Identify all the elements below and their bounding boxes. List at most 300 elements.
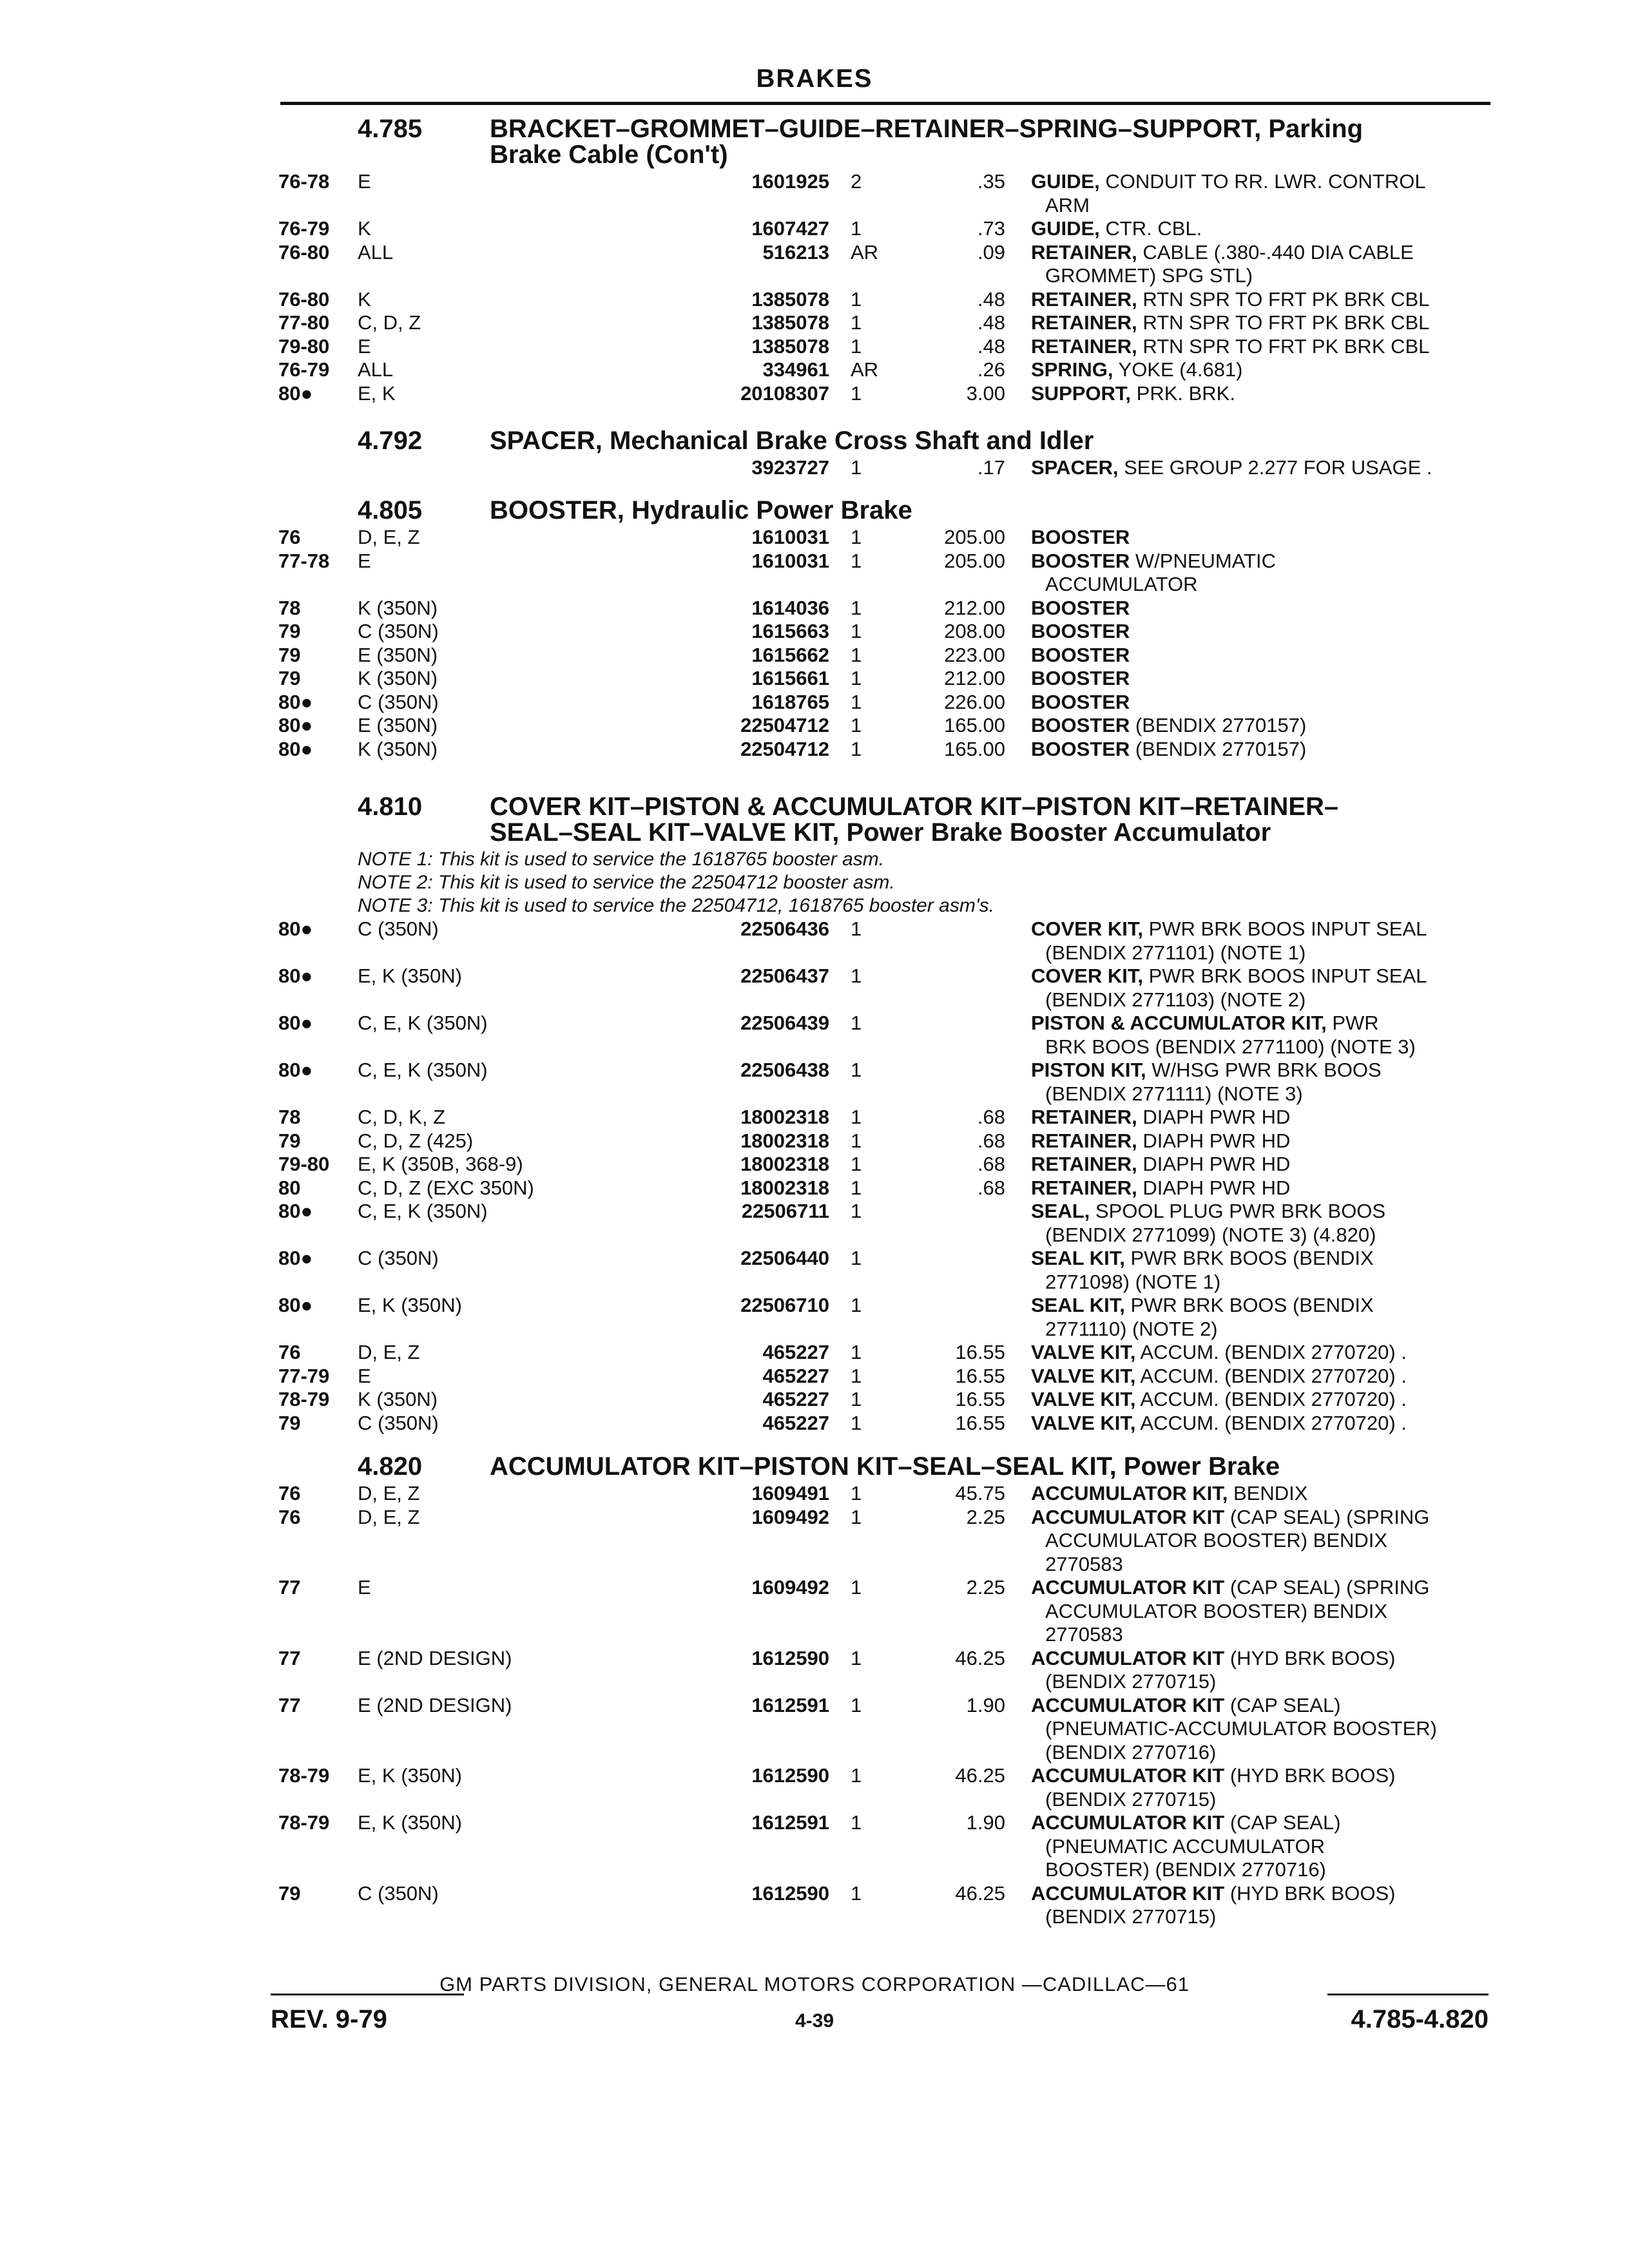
quantity: 2 [851, 170, 862, 193]
section-title-line: BRACKET–GROMMET–GUIDE–RETAINER–SPRING–SUPPORT, Parking [490, 115, 1364, 143]
part-detail: CTR. CBL. [1099, 217, 1202, 240]
section-note: NOTE 3: This kit is used to service the 22504712, 1618765 booster asm's. [358, 895, 994, 916]
continuation-text: (BENDIX 2770715) [1045, 1787, 1217, 1811]
description-continuation [0, 194, 1629, 220]
continuation-text: (BENDIX 2770715) [1045, 1670, 1217, 1693]
part-name: SPRING, [1031, 358, 1113, 381]
model-code: K [358, 287, 371, 311]
part-description [1031, 1153, 1290, 1176]
part-number: 1385078 [751, 311, 829, 334]
list-price: 16.55 [955, 1364, 1005, 1387]
model-code: K (350N) [358, 667, 438, 689]
part-name: BOOSTER [1031, 643, 1130, 666]
year-range: 80● [278, 1012, 313, 1034]
section-number: 4.820 [358, 1452, 423, 1481]
year-range: 78-79 [278, 1388, 330, 1410]
quantity: 1 [851, 217, 862, 240]
list-price: .48 [977, 287, 1005, 311]
model-code: D, E, Z [358, 1482, 420, 1504]
model-code: E [358, 1364, 371, 1387]
model-code: E (350N) [358, 643, 438, 666]
part-number: 1609492 [751, 1505, 829, 1528]
part-number: 1615662 [751, 643, 829, 666]
year-range: 80● [278, 714, 313, 736]
part-name: ACCUMULATOR KIT [1031, 1811, 1225, 1834]
quantity: 1 [851, 1576, 862, 1599]
part-row [0, 1694, 1629, 1720]
part-row [0, 1247, 1629, 1273]
part-detail: ACCUM. (BENDIX 2770720) . [1135, 1341, 1407, 1363]
part-description [1031, 597, 1130, 620]
quantity: 1 [851, 1411, 862, 1434]
year-range: 79 [278, 1881, 301, 1905]
list-price: 2.25 [966, 1576, 1005, 1599]
part-number: 18002318 [740, 1153, 829, 1175]
quantity: 1 [851, 714, 862, 736]
part-row [0, 456, 1629, 482]
quantity: 1 [851, 1646, 862, 1669]
description-continuation [0, 1623, 1629, 1649]
part-row [0, 1764, 1629, 1790]
part-row [0, 1129, 1629, 1155]
quantity: 1 [851, 596, 862, 619]
description-continuation [0, 1905, 1629, 1931]
part-detail: PWR [1326, 1012, 1379, 1034]
part-name: VALVE KIT, [1031, 1364, 1136, 1387]
list-price: 1.90 [966, 1693, 1005, 1716]
description-continuation [0, 1835, 1629, 1861]
part-description [1031, 1012, 1379, 1035]
part-number: 1612591 [751, 1811, 829, 1834]
part-name: BOOSTER [1031, 667, 1130, 689]
continuation-text: (BENDIX 2770716) [1045, 1740, 1217, 1763]
part-row [0, 311, 1629, 337]
continuation-text: BRK BOOS (BENDIX 2771100) (NOTE 3) [1045, 1035, 1416, 1058]
part-detail: (BENDIX 2770157) [1130, 714, 1307, 736]
list-price: 16.55 [955, 1341, 1005, 1363]
part-description [1031, 1177, 1290, 1200]
part-name: GUIDE, [1031, 217, 1100, 240]
description-continuation [0, 1271, 1629, 1296]
list-price: 16.55 [955, 1411, 1005, 1434]
quantity: 1 [851, 549, 862, 572]
list-price: 46.25 [955, 1764, 1005, 1787]
year-range: 80● [278, 965, 313, 987]
part-detail: RTN SPR TO FRT PK BRK CBL [1137, 311, 1430, 334]
year-range: 77 [278, 1576, 301, 1599]
section-title-line: Brake Cable (Con't) [490, 140, 728, 169]
part-row [0, 217, 1629, 243]
model-code: K [358, 217, 371, 240]
part-row [0, 738, 1629, 764]
list-price: .68 [977, 1129, 1005, 1152]
part-name: VALVE KIT, [1031, 1388, 1136, 1410]
quantity: 1 [851, 737, 862, 760]
continuation-text: (BENDIX 2771111) (NOTE 3) [1045, 1082, 1303, 1105]
part-number: 18002318 [740, 1129, 829, 1152]
model-code: K (350N) [358, 737, 438, 760]
list-price: 165.00 [944, 714, 1005, 736]
part-name: RETAINER, [1031, 1129, 1137, 1152]
model-code: E, K (350N) [358, 965, 462, 987]
model-code: E, K (350N) [358, 1811, 462, 1834]
part-description [1031, 1811, 1341, 1834]
part-name: GUIDE, [1031, 170, 1100, 193]
section-number: 4.785 [358, 115, 423, 143]
part-detail: YOKE (4.681) [1113, 358, 1243, 381]
quantity: AR [851, 358, 879, 381]
quantity: 1 [851, 1129, 862, 1152]
part-row [0, 1882, 1629, 1908]
page-title: BRAKES [756, 64, 873, 93]
part-name: RETAINER, [1031, 311, 1137, 334]
part-row [0, 597, 1629, 622]
continuation-text: GROMMET) SPG STL) [1045, 264, 1253, 287]
part-row [0, 526, 1629, 552]
part-name: COVER KIT, [1031, 965, 1143, 987]
part-number: 22506436 [740, 918, 829, 940]
model-code: E [358, 1576, 371, 1599]
list-price: .68 [977, 1176, 1005, 1199]
part-description [1031, 1294, 1374, 1317]
part-number: 22506440 [740, 1247, 829, 1269]
part-row [0, 382, 1629, 408]
continuation-text: (BENDIX 2770715) [1045, 1905, 1217, 1928]
year-range: 76 [278, 1341, 301, 1363]
part-row [0, 965, 1629, 990]
year-range: 78 [278, 1106, 301, 1128]
year-range: 79 [278, 1411, 301, 1434]
section-title-line: COVER KIT–PISTON & ACCUMULATOR KIT–PISTON KIT–RETAINER– [490, 793, 1339, 821]
part-name: RETAINER, [1031, 287, 1137, 311]
part-description [1031, 1341, 1407, 1364]
model-code: E, K (350N) [358, 1764, 462, 1787]
list-price: 223.00 [944, 643, 1005, 666]
part-description [1031, 335, 1429, 358]
section-title-line: BOOSTER, Hydraulic Power Brake [490, 496, 912, 524]
model-code: C, E, K (350N) [358, 1012, 488, 1034]
quantity: 1 [851, 1364, 862, 1387]
description-continuation [0, 1035, 1629, 1061]
model-code: D, E, Z [358, 1341, 420, 1363]
part-detail: BENDIX [1228, 1482, 1308, 1504]
model-code: K (350N) [358, 596, 438, 619]
year-range: 76 [278, 1505, 301, 1528]
part-number: 18002318 [740, 1176, 829, 1199]
part-number: 1612590 [751, 1646, 829, 1669]
part-number: 22504712 [740, 737, 829, 760]
year-range: 79 [278, 620, 301, 642]
part-detail: (CAP SEAL) (SPRING [1224, 1576, 1430, 1599]
part-row [0, 1059, 1629, 1084]
quantity: 1 [851, 1693, 862, 1716]
model-code: E [358, 170, 371, 193]
part-row [0, 1811, 1629, 1837]
quantity: 1 [851, 1200, 862, 1222]
year-range: 78-79 [278, 1764, 330, 1787]
part-name: BOOSTER [1031, 690, 1130, 713]
part-detail: (BENDIX 2770157) [1130, 737, 1307, 760]
part-name: SEAL KIT, [1031, 1294, 1125, 1316]
model-code: C, D, Z [358, 311, 421, 334]
year-range: 76-80 [278, 240, 330, 264]
quantity: 1 [851, 1811, 862, 1834]
part-number: 1610031 [751, 526, 829, 548]
part-description [1031, 241, 1414, 264]
part-row [0, 1341, 1629, 1367]
continuation-text: ARM [1045, 193, 1090, 216]
quantity: 1 [851, 643, 862, 666]
part-name: RETAINER, [1031, 334, 1137, 358]
model-code: C, D, Z (425) [358, 1129, 474, 1152]
part-name: PISTON KIT, [1031, 1059, 1146, 1081]
description-continuation [0, 264, 1629, 290]
description-continuation [0, 1788, 1629, 1814]
quantity: 1 [851, 1482, 862, 1504]
part-detail: DIAPH PWR HD [1137, 1106, 1291, 1128]
continuation-text: (BENDIX 2771101) (NOTE 1) [1045, 941, 1306, 964]
year-range: 76-80 [278, 287, 330, 311]
model-code: C, E, K (350N) [358, 1059, 488, 1081]
part-detail: SEE GROUP 2.277 FOR USAGE . [1118, 456, 1432, 479]
part-row [0, 288, 1629, 314]
part-description [1031, 311, 1429, 334]
model-code: ALL [358, 358, 394, 381]
section-note: NOTE 1: This kit is used to service the 1618765 booster asm. [358, 849, 885, 870]
list-price: .17 [977, 456, 1005, 479]
model-code: C, D, Z (EXC 350N) [358, 1176, 534, 1199]
part-name: ACCUMULATOR KIT [1031, 1505, 1225, 1528]
part-number: 22506438 [740, 1059, 829, 1081]
part-number: 1609492 [751, 1576, 829, 1599]
continuation-text: 2770583 [1045, 1623, 1123, 1646]
quantity: AR [851, 240, 879, 264]
part-number: 18002318 [740, 1106, 829, 1128]
part-description [1031, 965, 1427, 988]
part-name: RETAINER, [1031, 240, 1137, 264]
model-code: K (350N) [358, 1388, 438, 1410]
quantity: 1 [851, 334, 862, 358]
part-row [0, 358, 1629, 384]
year-range: 76-79 [278, 358, 330, 381]
section-number: 4.805 [358, 496, 423, 524]
part-name: BOOSTER [1031, 737, 1130, 760]
part-detail: ACCUM. (BENDIX 2770720) . [1135, 1364, 1407, 1387]
list-price: 208.00 [944, 620, 1005, 642]
description-continuation [0, 988, 1629, 1014]
part-name: RETAINER, [1031, 1106, 1137, 1128]
description-continuation [0, 573, 1629, 599]
part-number: 3923727 [751, 456, 829, 479]
continuation-text: ACCUMULATOR [1045, 573, 1198, 595]
model-code: C (350N) [358, 690, 439, 713]
quantity: 1 [851, 667, 862, 689]
part-name: ACCUMULATOR KIT [1031, 1646, 1225, 1669]
year-range: 79 [278, 1129, 301, 1152]
part-row [0, 1482, 1629, 1508]
list-price: .68 [977, 1106, 1005, 1128]
part-number: 1615663 [751, 620, 829, 642]
part-detail: DIAPH PWR HD [1137, 1129, 1291, 1152]
part-number: 22504712 [740, 714, 829, 736]
model-code: E, K (350N) [358, 1294, 462, 1316]
part-row [0, 1506, 1629, 1532]
quantity: 1 [851, 1764, 862, 1787]
part-row [0, 691, 1629, 716]
year-range: 80● [278, 381, 313, 405]
part-detail: W/HSG PWR BRK BOOS [1146, 1059, 1382, 1081]
list-price: 205.00 [944, 549, 1005, 572]
part-number: 22506711 [741, 1200, 829, 1222]
part-number: 22506437 [740, 965, 829, 987]
quantity: 1 [851, 1881, 862, 1905]
model-code: C (350N) [358, 1881, 439, 1905]
quantity: 1 [851, 1059, 862, 1081]
part-detail: DIAPH PWR HD [1137, 1153, 1291, 1175]
part-detail: RTN SPR TO FRT PK BRK CBL [1137, 287, 1430, 311]
part-number: 1609491 [751, 1482, 829, 1504]
part-row [0, 1012, 1629, 1037]
part-description [1031, 1576, 1429, 1599]
part-name: COVER KIT, [1031, 918, 1143, 940]
part-name: ACCUMULATOR KIT [1031, 1693, 1225, 1716]
part-row [0, 918, 1629, 943]
list-price: 1.90 [966, 1811, 1005, 1834]
part-detail: ACCUM. (BENDIX 2770720) . [1135, 1388, 1407, 1410]
part-name: RETAINER, [1031, 1153, 1137, 1175]
part-description [1031, 217, 1202, 240]
quantity: 1 [851, 526, 862, 548]
year-range: 76 [278, 1482, 301, 1504]
year-range: 78-79 [278, 1811, 330, 1834]
part-name: BOOSTER [1031, 526, 1130, 548]
list-price: .48 [977, 311, 1005, 334]
year-range: 76-79 [278, 217, 330, 240]
list-price: .26 [977, 358, 1005, 381]
year-range: 77-80 [278, 311, 330, 334]
part-row [0, 1200, 1629, 1225]
part-detail: PRK. BRK. [1131, 381, 1235, 405]
year-range: 77 [278, 1646, 301, 1669]
part-detail: (CAP SEAL) [1224, 1693, 1341, 1716]
quantity: 1 [851, 1176, 862, 1199]
year-range: 76-78 [278, 170, 330, 193]
part-detail: CONDUIT TO RR. LWR. CONTROL [1099, 170, 1426, 193]
quantity: 1 [851, 1294, 862, 1316]
part-number: 516213 [762, 240, 829, 264]
footer-revision: REV. 9-79 [271, 2005, 387, 2033]
section-title-line: SPACER, Mechanical Brake Cross Shaft and Idler [490, 427, 1094, 455]
model-code: C, D, K, Z [358, 1106, 446, 1128]
part-row [0, 1365, 1629, 1390]
description-continuation [0, 1858, 1629, 1884]
quantity: 1 [851, 1153, 862, 1175]
part-name: ACCUMULATOR KIT, [1031, 1482, 1228, 1504]
part-number: 1607427 [751, 217, 829, 240]
continuation-text: (BENDIX 2771103) (NOTE 2) [1045, 988, 1306, 1011]
year-range: 80 [278, 1176, 301, 1199]
part-row [0, 714, 1629, 740]
model-code: C (350N) [358, 1247, 439, 1269]
year-range: 77-78 [278, 549, 330, 572]
description-continuation [0, 1741, 1629, 1767]
list-price: .35 [977, 170, 1005, 193]
model-code: C (350N) [358, 918, 439, 940]
quantity: 1 [851, 620, 862, 642]
part-detail: (HYD BRK BOOS) [1224, 1881, 1396, 1905]
part-number: 22506439 [740, 1012, 829, 1034]
quantity: 1 [851, 456, 862, 479]
part-description [1031, 358, 1243, 381]
part-description [1031, 918, 1427, 941]
description-continuation [0, 1600, 1629, 1626]
part-number: 1612590 [751, 1764, 829, 1787]
part-row [0, 1177, 1629, 1202]
part-detail: (HYD BRK BOOS) [1224, 1646, 1396, 1669]
model-code: E [358, 549, 371, 572]
part-name: ACCUMULATOR KIT [1031, 1576, 1225, 1599]
section-note: NOTE 2: This kit is used to service the 22504712 booster asm. [358, 872, 895, 893]
part-row [0, 550, 1629, 575]
list-price: .09 [977, 240, 1005, 264]
part-name: VALVE KIT, [1031, 1341, 1136, 1363]
quantity: 1 [851, 1106, 862, 1128]
list-price: 46.25 [955, 1646, 1005, 1669]
part-description [1031, 288, 1429, 311]
year-range: 79 [278, 643, 301, 666]
year-range: 80● [278, 737, 313, 760]
part-name: RETAINER, [1031, 1176, 1137, 1199]
part-description [1031, 1106, 1290, 1129]
part-number: 1612590 [751, 1881, 829, 1905]
part-number: 1618765 [751, 690, 829, 713]
part-description [1031, 170, 1426, 193]
description-continuation [0, 1670, 1629, 1696]
part-detail: SPOOL PLUG PWR BRK BOOS [1090, 1200, 1386, 1222]
part-number: 1601925 [751, 170, 829, 193]
year-range: 79-80 [278, 334, 330, 358]
list-price: 226.00 [944, 690, 1005, 713]
quantity: 1 [851, 965, 862, 987]
model-code: D, E, Z [358, 1505, 420, 1528]
year-range: 80● [278, 1294, 313, 1316]
part-description [1031, 1412, 1407, 1435]
part-detail: (HYD BRK BOOS) [1224, 1764, 1396, 1787]
part-detail: (CAP SEAL) (SPRING [1224, 1505, 1430, 1528]
description-continuation [0, 1082, 1629, 1108]
part-number: 1612591 [751, 1693, 829, 1716]
footer-division: GM PARTS DIVISION, GENERAL MOTORS CORPORATION —CADILLAC—61 [439, 1973, 1190, 1995]
part-number: 1614036 [751, 596, 829, 619]
part-description [1031, 1129, 1290, 1153]
list-price: 212.00 [944, 596, 1005, 619]
part-description [1031, 738, 1306, 761]
part-description [1031, 526, 1130, 549]
part-name: SEAL, [1031, 1200, 1090, 1222]
model-code: E (2ND DESIGN) [358, 1693, 512, 1716]
list-price: 212.00 [944, 667, 1005, 689]
part-detail: PWR BRK BOOS (BENDIX [1124, 1294, 1374, 1316]
year-range: 77-79 [278, 1364, 330, 1387]
part-row [0, 1153, 1629, 1178]
part-row [0, 667, 1629, 693]
part-row [0, 1388, 1629, 1414]
continuation-text: ACCUMULATOR BOOSTER) BENDIX [1045, 1599, 1388, 1622]
year-range: 79 [278, 667, 301, 689]
header-rule [280, 102, 1490, 105]
part-row [0, 1576, 1629, 1602]
year-range: 80● [278, 1059, 313, 1081]
